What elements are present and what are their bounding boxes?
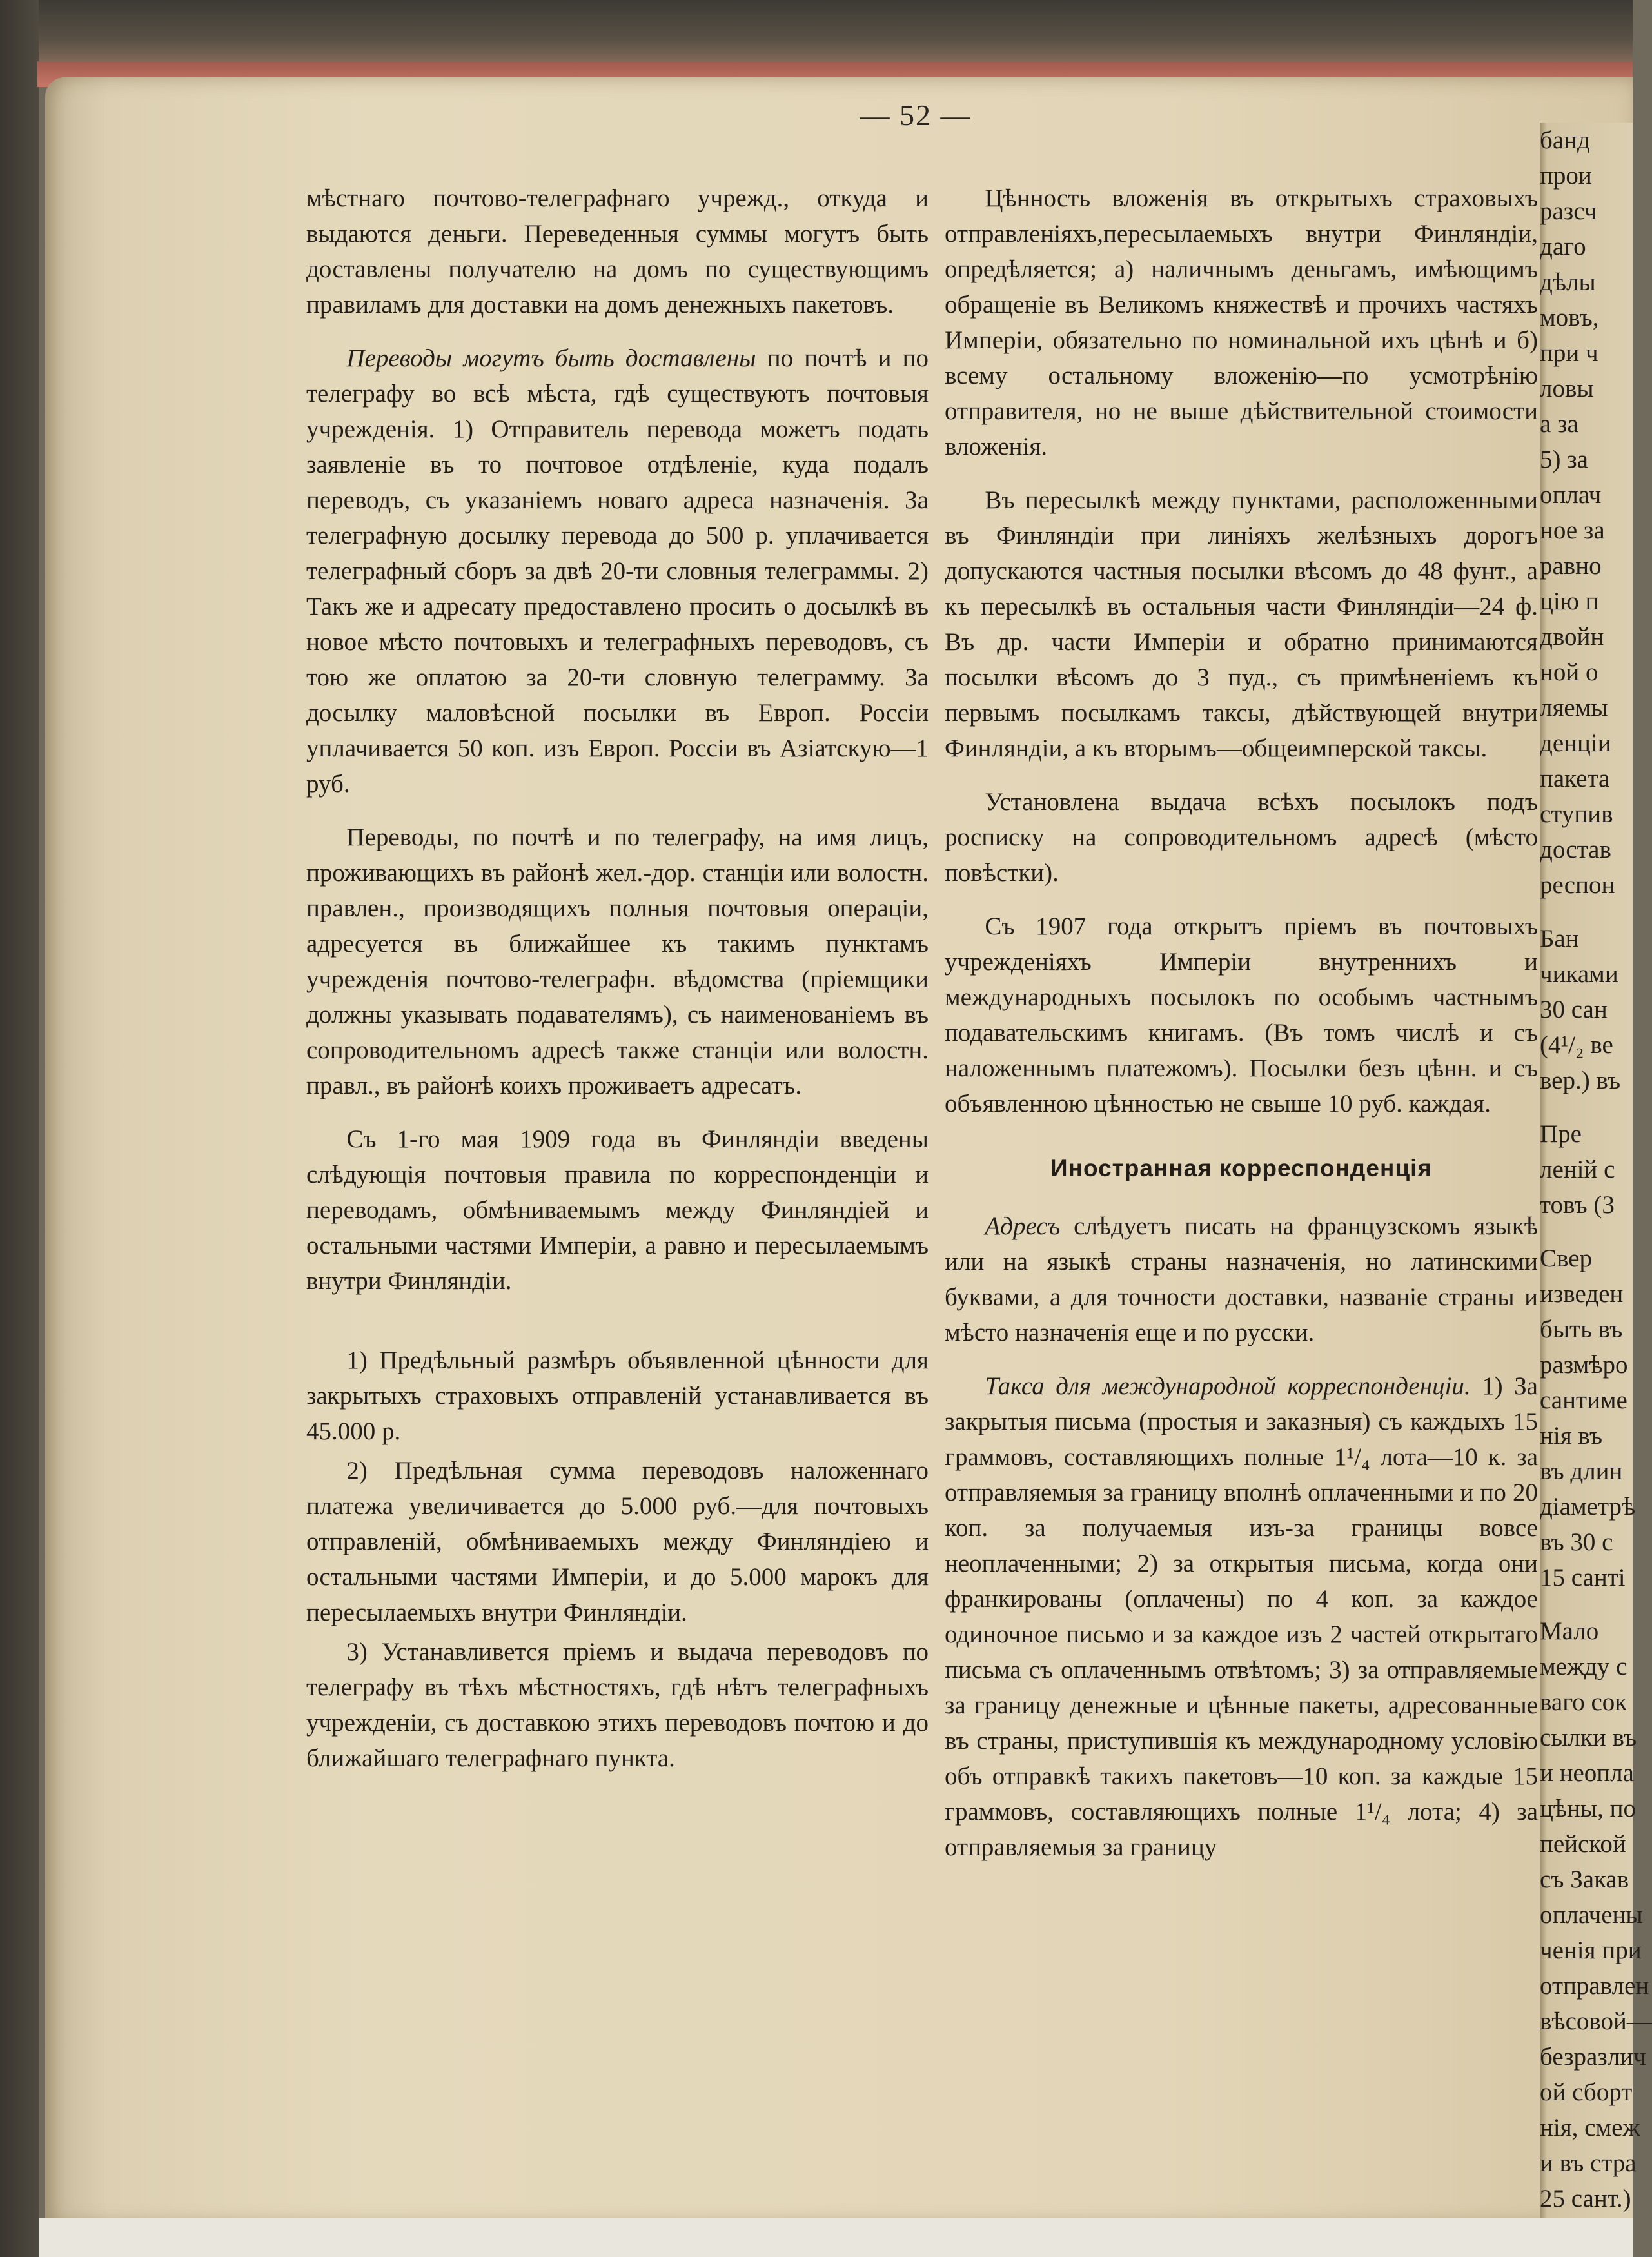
text-fragment: нія, смеж (1540, 2114, 1640, 2142)
text-fragment: достав (1540, 836, 1611, 863)
paragraph: мѣстнаго почтово-телеграфнаго учрежд., откуда и выдаются деньги. Переведенныя суммы могутъ быть доставлены получателю на домъ по существующимъ правиламъ для доставки на домъ денежныхъ пакетовъ. (306, 184, 929, 319)
text-fragment: товъ (3 (1540, 1191, 1615, 1219)
italic-lead: Переводы могутъ быть доставлены (346, 344, 756, 372)
text-fragment: и въ стра (1540, 2149, 1637, 2177)
text-fragment: разсч (1540, 197, 1597, 225)
text-fragment: ваго сок (1540, 1688, 1627, 1716)
paragraph: Цѣнность вложенія въ открытыхъ страховыхъ отправленіяхъ,пересылаемыхъ внутри Финляндіи, опредѣляется; а) наличнымъ деньгамъ, имѣющимъ обращеніе въ Великомъ княжествѣ и прочихъ частяхъ Имперіи, обязательно по номинальной ихъ цѣнѣ и б) всему остальному вложенію—по усмотрѣнію отправителя, но не выше дѣйствительной стоимости вложенія. (945, 184, 1538, 460)
next-page-text-fragments (1540, 123, 1652, 2216)
line-gap (1540, 1098, 1637, 1116)
text-fragment: 15 санті (1540, 1564, 1626, 1592)
text-fragment: цѣны, по (1540, 1795, 1636, 1822)
text-fragment: безразлич (1540, 2043, 1646, 2071)
text-fragment: 5) за (1540, 446, 1588, 473)
text-fragment: ступив (1540, 800, 1613, 828)
text-fragment: Свер (1540, 1245, 1593, 1272)
paragraph (945, 1208, 1538, 1350)
section-heading: Иностранная корреспонденція (1050, 1155, 1432, 1181)
text-fragment: въ длин (1540, 1457, 1623, 1485)
text-fragment: денціи (1540, 729, 1611, 757)
text-fragment: 30 сан (1540, 996, 1608, 1023)
text-fragment: ное за (1540, 517, 1605, 544)
text-fragment: сылки въ (1540, 1724, 1637, 1751)
scan-bottom-margin (39, 2218, 1633, 2257)
text-fragment: при ч (1540, 339, 1598, 367)
italic-lead: Такса для международной корреспонденціи. (985, 1372, 1471, 1400)
text-fragment: Пре (1540, 1120, 1582, 1148)
line-gap (1540, 1223, 1637, 1241)
text-fragment: чиками (1540, 960, 1618, 988)
text-fragment: съ Закав (1540, 1866, 1629, 1893)
text-fragment: нія въ (1540, 1422, 1603, 1450)
text-fragment: дѣлы (1540, 268, 1596, 296)
paragraph (306, 340, 929, 802)
text-fragment: респон (1540, 871, 1615, 899)
text-fragment: и неопла (1540, 1759, 1634, 1787)
text-fragment: изведен (1540, 1280, 1624, 1308)
text-fragment: ной о (1540, 658, 1598, 686)
list-item: 3) Устанавливется пріемъ и выдача переводовъ по телеграфу въ тѣхъ мѣстностяхъ, гдѣ нѣтъ телеграфныхъ учрежденіи, съ доставкою этихъ переводовъ почтою и до ближайшаго телеграфнаго пункта. (306, 1638, 929, 1772)
text-fragment: мовъ, (1540, 304, 1599, 331)
text-fragment: а за (1540, 410, 1578, 438)
paragraph: Въ пересылкѣ между пунктами, расположенными въ Финляндіи при линіяхъ желѣзныхъ дорогъ допускаются частныя посылки вѣсомъ до 48 фунт., а къ пересылкѣ въ остальныя части Финляндіи—24 ф. Въ др. части Имперіи и обратно принимаются посылки вѣсомъ до 3 пуд., съ примѣненіемъ къ первымъ посылкамъ таксы, дѣйствующей внутри Финляндіи, а къ вторымъ—общеимперской таксы. (945, 486, 1538, 762)
text-fragment: (4¹/₂ ве (1540, 1031, 1613, 1059)
paragraph-text: по почтѣ и по телеграфу во всѣ мѣста, гдѣ существуютъ почтовыя учрежденія. 1) Отправитель перевода можетъ подать заявленіе въ то почтовое отдѣленіе, куда подалъ переводъ, съ указаніемъ новаго адреса назначенія. За телеграфную досылку перевода до 500 р. уплачивается телеграфный сборъ за двѣ 20-ти словныя телеграммы. 2) Такъ же и адресату предоставлено просить о досылкѣ въ новое мѣсто почтовыхъ и телеграфныхъ переводовъ, съ тою же оплатою за 20-ти словную телеграмму. За досылку маловѣсной посылки въ Европ. Россіи уплачивается 50 коп. изъ Европ. Россіи въ Азіатскую—1 руб. (306, 344, 929, 798)
text-fragment: 25 сант.) (1540, 2185, 1631, 2213)
text-fragment: размѣро (1540, 1351, 1628, 1379)
book-left-edge (0, 0, 39, 2257)
line-gap (1540, 903, 1637, 921)
text-fragment: Бан (1540, 925, 1579, 952)
paragraph-text: 1) За закрытыя письма (простыя и заказныя) съ каждыхъ 15 граммовъ, составляющихъ полные 1¹/₄ лота—10 к. за отправляемыя за границу вполнѣ оплаченными и по 20 коп. за получаемыя изъ-за границы вовсе неоплаченными; 2) за открытыя письма, когда они франкированы (оплачены) по 4 коп. за каждое одиночное письмо и за каждое изъ 2 частей открытаго письма съ оплаченнымъ отвѣтомъ; 3) за отправляемые за границу денежные и цѣнные пакеты, адресованные въ страны, приступившія къ международному условію объ отправкѣ такихъ пакетовъ—10 коп. за каждые 15 граммовъ, составляющихъ полные 1¹/₄ лота; 4) за отправляемыя за границу (945, 1372, 1538, 1861)
text-fragment: Мало (1540, 1617, 1599, 1645)
rules-list (306, 1343, 929, 1776)
text-fragment: вер.) въ (1540, 1067, 1621, 1094)
text-fragment: вѣсовой— (1540, 2007, 1652, 2035)
line-gap (1540, 1595, 1637, 1613)
text-fragment: въ 30 с (1540, 1528, 1613, 1556)
spacer (306, 1317, 929, 1343)
book-top-edge (0, 0, 1633, 68)
paragraph-text: слѣдуетъ писать на французскомъ языкѣ или на языкѣ страны назначенія, но латинскими буквами, а для точности доставки, названіе страны и мѣсто назначенія еще и по русски. (945, 1212, 1538, 1346)
text-column-left (306, 181, 929, 2180)
paragraph (945, 1368, 1538, 1865)
text-fragment: между с (1540, 1653, 1627, 1680)
list-item: 2) Предѣльная сумма переводовъ наложеннаго платежа увеличивается до 5.000 руб.—для почтовыхъ отправленій, обмѣниваемыхъ между Финляндіею и остальными частями Имперіи, и до 5.000 марокъ для пересылаемыхъ внутри Финляндіи. (306, 1457, 929, 1626)
text-fragment: быть въ (1540, 1316, 1623, 1343)
text-fragment: оплач (1540, 481, 1602, 509)
text-fragment: леній с (1540, 1156, 1615, 1183)
text-fragment: діаметрѣ (1540, 1493, 1636, 1521)
text-fragment: отправлен (1540, 1972, 1649, 2000)
text-fragment: равно (1540, 552, 1602, 580)
text-fragment: пейской (1540, 1830, 1626, 1858)
paragraph: Переводы, по почтѣ и по телеграфу, на имя лицъ, проживающихъ въ районѣ жел.-дор. станціи или волостн. правлен., производящихъ полныя почтовыя операціи, адресуется въ ближайшее къ такимъ пунктамъ учрежденія почтово-телеграфн. вѣдомства (пріемщики должны указывать подавателямъ), съ наименованіемъ въ сопроводительномъ адресѣ также станціи или волостн. правл., въ районѣ коихъ проживаетъ адресатъ. (306, 823, 929, 1099)
paragraph: Установлена выдача всѣхъ посылокъ подъ росписку на сопроводительномъ адресѣ (мѣсто повѣстки). (945, 788, 1538, 887)
text-fragment: цію п (1540, 587, 1599, 615)
text-fragment: ченія при (1540, 1937, 1642, 1964)
text-fragment: ой сборт (1540, 2078, 1633, 2106)
text-column-right (945, 181, 1538, 2180)
text-fragment: ловы (1540, 375, 1594, 402)
text-fragment: сантиме (1540, 1386, 1627, 1414)
text-fragment: банд (1540, 126, 1590, 154)
text-fragment: оплачены (1540, 1901, 1643, 1929)
list-item: 1) Предѣльный размѣръ объявленной цѣнности для закрытыхъ страховыхъ отправленій устанавливается въ 45.000 р. (306, 1346, 929, 1445)
paragraph: Съ 1-го мая 1909 года въ Финляндіи введены слѣдующія почтовыя правила по корреспонденціи и переводамъ, обмѣниваемымъ между Финляндіей и остальными частями Имперіи, а равно и пересылаемымъ внутри Финляндіи. (306, 1125, 929, 1295)
text-fragment: прои (1540, 162, 1592, 190)
italic-lead: Адресъ (985, 1212, 1061, 1240)
text-fragment: даго (1540, 233, 1586, 261)
page-number: — 52 — (860, 99, 972, 132)
text-fragment: ляемы (1540, 694, 1608, 722)
text-fragment: двойн (1540, 623, 1604, 651)
next-page-edge (1540, 123, 1652, 2218)
text-fragment: пакета (1540, 765, 1610, 793)
paragraph: Съ 1907 года открытъ пріемъ въ почтовыхъ учрежденіяхъ Имперіи внутреннихъ и международныхъ посылокъ по особымъ частнымъ подавательскимъ книгамъ. (Въ томъ числѣ и съ наложеннымъ платежомъ). Посылки безъ цѣнн. и съ объявленною цѣнностью не свыше 10 руб. каждая. (945, 912, 1538, 1118)
